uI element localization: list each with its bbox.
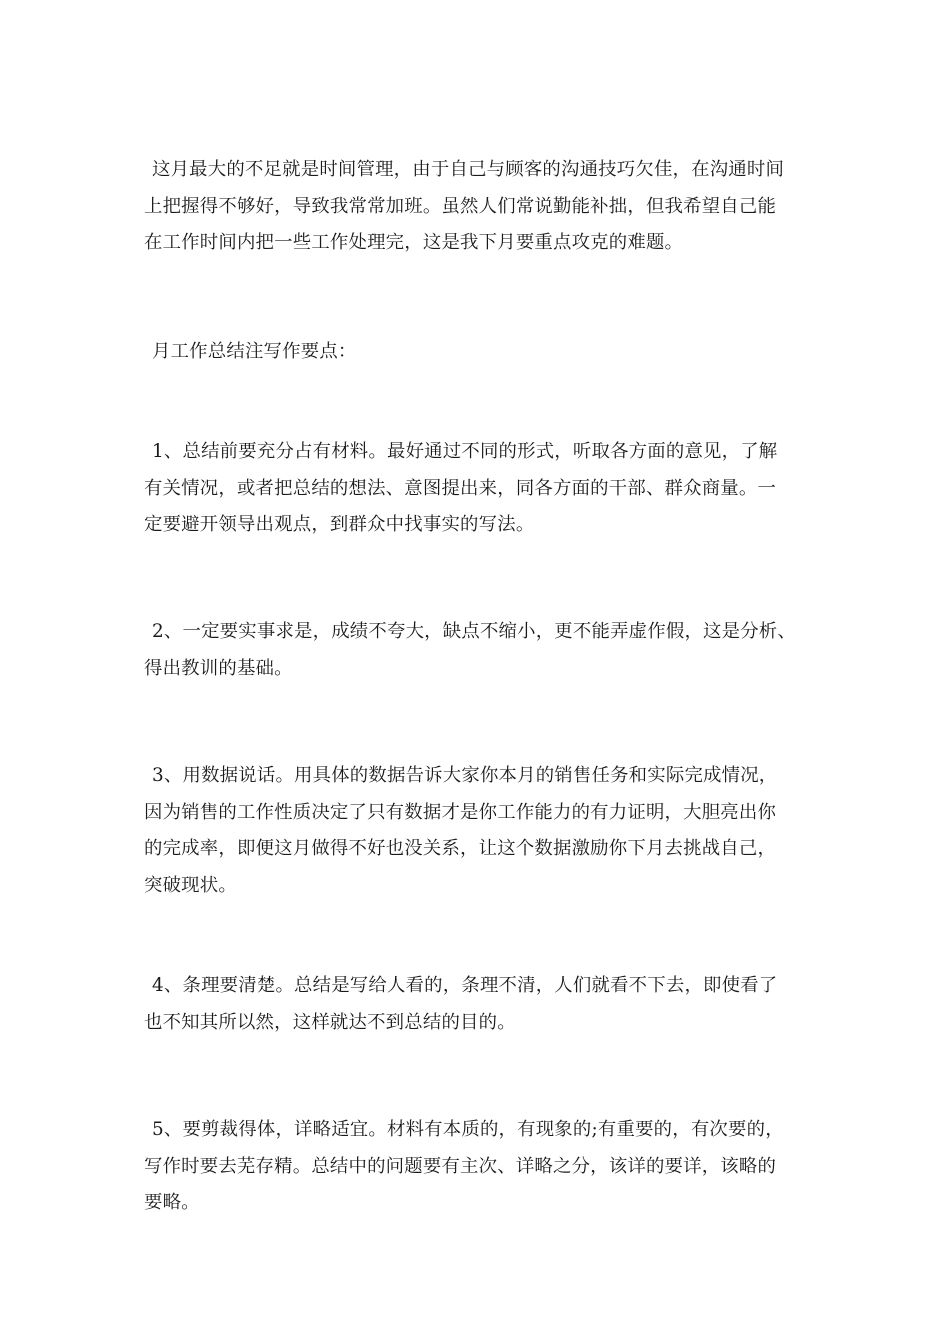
text-line: 3、用数据说话。用具体的数据告诉大家你本月的销售任务和实际完成情况， (152, 765, 778, 786)
point-4-paragraph (144, 968, 809, 1041)
text-line: 得出教训的基础。 (144, 657, 293, 679)
text-line: 突破现状。 (144, 874, 237, 896)
heading-text: 月工作总结注写作要点： (152, 341, 357, 362)
text-line: 这月最大的不足就是时间管理，由于自己与顾客的沟通技巧欠佳，在沟通时间 (152, 159, 785, 180)
text-line: 的完成率，即便这月做得不好也没关系，让这个数据激励你下月去挑战自己， (144, 838, 777, 859)
point-1-paragraph (144, 434, 809, 544)
text-line: 1、总结前要充分占有材料。最好通过不同的形式，听取各方面的意见，了解 (152, 441, 778, 462)
text-line: 写作时要去芜存精。总结中的问题要有主次、详略之分，该详的要详，该略的 (144, 1155, 777, 1177)
text-line: 4、条理要清楚。总结是写给人看的，条理不清，人们就看不下去，即使看了 (152, 975, 778, 996)
point-3-paragraph (144, 758, 809, 904)
point-2-paragraph (144, 614, 809, 687)
text-line: 要略。 (144, 1192, 200, 1213)
text-line: 在工作时间内把一些工作处理完，这是我下月要重点攻克的难题。 (144, 232, 684, 253)
intro-paragraph (144, 152, 809, 262)
section-heading (144, 334, 809, 371)
text-line: 上把握得不够好，导致我常常加班。虽然人们常说勤能补拙，但我希望自己能 (144, 195, 777, 217)
text-line: 定要避开领导出观点，到群众中找事实的写法。 (144, 514, 535, 535)
point-5-paragraph (144, 1112, 809, 1222)
text-line: 5、要剪裁得体，详略适宜。材料有本质的，有现象的;有重要的，有次要的， (152, 1119, 784, 1140)
text-line: 有关情况，或者把总结的想法、意图提出来，同各方面的干部、群众商量。一 (144, 477, 777, 499)
text-line: 也不知其所以然，这样就达不到总结的目的。 (144, 1011, 516, 1033)
text-line: 2、一定要实事求是，成绩不夸大，缺点不缩小，更不能弄虚作假，这是分析、 (152, 621, 796, 642)
text-line: 因为销售的工作性质决定了只有数据才是你工作能力的有力证明，大胆亮出你 (144, 801, 777, 823)
